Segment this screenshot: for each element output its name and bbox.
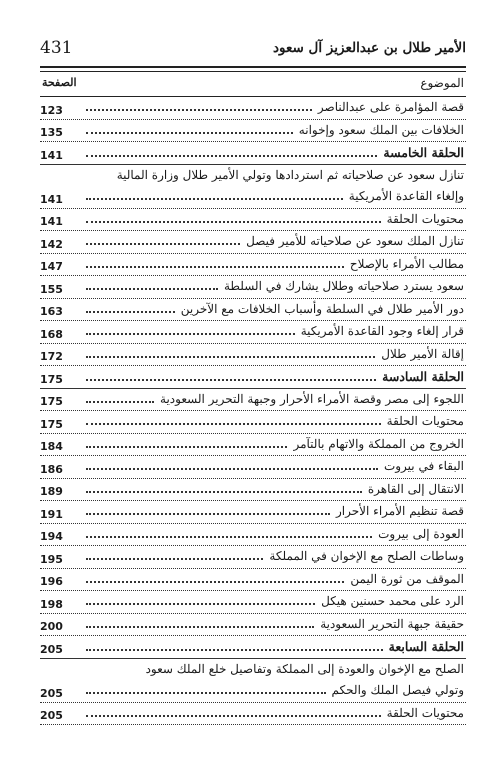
- dot-leader: [86, 715, 381, 717]
- toc-page-number: 184: [40, 440, 63, 453]
- toc-entry-line: [86, 524, 464, 546]
- column-page: الصفحة: [42, 76, 77, 89]
- toc-entry-title: حقيقة جبهة التحرير السعودية: [320, 616, 464, 631]
- toc-entry-text: [86, 501, 466, 523]
- toc-entry-line: [86, 209, 464, 231]
- toc-entry-line: [86, 434, 464, 456]
- toc-entry-title: تنازل الملك سعود عن صلاحياته للأمير فيصل: [246, 234, 464, 248]
- dot-leader: [86, 221, 381, 223]
- dot-leader: [86, 491, 362, 493]
- dot-leader: [86, 356, 375, 358]
- toc-row: [40, 456, 466, 479]
- toc-entry-text: [86, 231, 466, 253]
- toc-entry-title: الحلقة الخامسة: [383, 145, 464, 160]
- dot-leader: [86, 446, 287, 448]
- toc-entry-title: الخروج من المملكة والاتهام بالتآمر: [293, 436, 464, 451]
- toc-page-number: 141: [40, 148, 63, 162]
- toc-entry-line: [86, 254, 464, 276]
- toc-row: [40, 524, 466, 547]
- toc-page-number: 200: [40, 620, 63, 633]
- dot-leader: [86, 243, 240, 245]
- toc-page-number: 168: [40, 327, 63, 341]
- toc-section-row: [40, 636, 466, 659]
- toc-page-number: 175: [40, 372, 63, 386]
- toc-page-number: 155: [40, 282, 63, 296]
- dot-leader: [86, 132, 293, 134]
- toc-entry-title: الخلافات بين الملك سعود وإخوانه: [298, 122, 464, 137]
- toc-page: [40, 36, 466, 725]
- dot-leader: [86, 558, 263, 560]
- toc-entry-line: [86, 411, 464, 433]
- toc-page-number: 189: [40, 485, 63, 498]
- toc-row: [40, 321, 466, 344]
- toc-page-number: 191: [40, 507, 63, 521]
- toc-row: [40, 501, 466, 524]
- toc-entry-text: [86, 165, 466, 208]
- toc-entry-line: [86, 344, 464, 366]
- toc-entry-text: [86, 142, 466, 164]
- dot-leader: [86, 468, 378, 470]
- dot-leader: [86, 626, 314, 628]
- toc-entry-line: [86, 479, 464, 501]
- dot-leader: [86, 603, 315, 605]
- toc-entry-title: مطالب الأمراء بالإصلاح: [349, 256, 464, 271]
- toc-page-number: 123: [40, 103, 63, 117]
- toc-entry-title: البقاء في بيروت: [383, 459, 464, 473]
- toc-entry-title: قرار إلغاء وجود القاعدة الأمريكية: [300, 324, 464, 338]
- toc-entry-title: سعود يسترد صلاحياته وطلال يشارك في السلطة: [223, 279, 464, 293]
- toc-entry-text: [86, 456, 466, 478]
- toc-row: [40, 614, 466, 637]
- toc-entry-line: [86, 659, 464, 681]
- toc-entry-line: [86, 299, 464, 321]
- toc-entry-title: اللجوء إلى مصر وقصة الأمراء الأحرار وجبهة التحرير السعودية: [160, 391, 464, 406]
- toc-entry-line: [86, 321, 464, 343]
- dot-leader: [86, 513, 330, 515]
- toc-entry-line: [86, 501, 464, 523]
- toc-page-number: 205: [40, 642, 63, 656]
- dot-leader: [86, 649, 383, 651]
- toc-entry-title: قصة المؤامرة على عبدالناصر: [317, 100, 464, 114]
- toc-entry-text: [86, 254, 466, 276]
- toc-row: [40, 120, 466, 143]
- toc-page-number: 163: [40, 305, 63, 318]
- toc-entry-line: [86, 456, 464, 478]
- toc-entry-title: وإلغاء القاعدة الأمريكية: [348, 189, 464, 203]
- toc-entry-line: [86, 142, 464, 164]
- toc-row: [40, 389, 466, 412]
- dot-leader: [86, 198, 343, 200]
- dot-leader: [86, 401, 154, 403]
- toc-entry-title: الحلقة السادسة: [382, 369, 464, 384]
- toc-entry-text: [86, 569, 466, 591]
- toc-page-number: 175: [40, 395, 63, 408]
- toc-entry-title: وساطات الصلح مع الإخوان في المملكة: [269, 549, 464, 563]
- toc-entry-text: [86, 636, 466, 658]
- toc-row: [40, 209, 466, 232]
- toc-entry-title: العودة إلى بيروت: [378, 526, 464, 541]
- toc-entry-line: [86, 614, 464, 636]
- toc-entry-line: [86, 186, 464, 208]
- toc-entry-text: [86, 209, 466, 231]
- toc-entry-title: محتويات الحلقة: [386, 211, 464, 226]
- toc-entry-line: [86, 569, 464, 591]
- toc-entry-text: [86, 591, 466, 613]
- toc-row: [40, 479, 466, 502]
- toc-entry-text: [86, 546, 466, 568]
- toc-row: [40, 344, 466, 367]
- toc-row: [40, 97, 466, 120]
- toc-entry-line: [86, 680, 464, 702]
- toc-section-row: [40, 142, 466, 165]
- toc-entry-text: [86, 411, 466, 433]
- toc-page-number: 205: [40, 686, 63, 700]
- toc-entry-title: تنازل سعود عن صلاحياته ثم استردادها وتولي الأمير طلال وزارة المالية: [116, 167, 464, 182]
- toc-page-number: 195: [40, 552, 63, 566]
- toc-entry-title: محتويات الحلقة: [386, 705, 464, 720]
- toc-page-number: 196: [40, 575, 63, 588]
- toc-entry-line: [86, 97, 464, 119]
- dot-leader: [86, 109, 312, 111]
- toc-entry-title: دور الأمير طلال في السلطة وأسباب الخلافات مع الآخرين: [180, 301, 464, 316]
- toc-page-number: 141: [40, 215, 63, 228]
- column-topic: الموضوع: [420, 76, 464, 90]
- toc-row: [40, 434, 466, 457]
- toc-row: [40, 703, 466, 726]
- dot-leader: [86, 536, 372, 538]
- toc-entry-text: [86, 659, 466, 702]
- toc-page-number: 186: [40, 462, 63, 476]
- toc-entry-title: الحلقة السابعة: [388, 639, 464, 654]
- toc-page-number: 205: [40, 709, 63, 722]
- toc-row: [40, 569, 466, 592]
- toc-entry-text: [86, 389, 466, 411]
- toc-entry-text: [86, 614, 466, 636]
- toc-page-number: 198: [40, 597, 63, 611]
- toc-list: [40, 97, 466, 725]
- toc-entry-title: محتويات الحلقة: [386, 414, 464, 428]
- dot-leader: [86, 379, 376, 381]
- toc-entry-text: [86, 703, 466, 725]
- dot-leader: [86, 581, 344, 583]
- table-header: [40, 72, 466, 97]
- toc-entry-line: [86, 165, 464, 187]
- toc-row: [40, 659, 466, 703]
- toc-row: [40, 591, 466, 614]
- toc-entry-line: [86, 276, 464, 298]
- toc-page-number: 172: [40, 350, 63, 363]
- toc-entry-line: [86, 366, 464, 388]
- header-rule: [40, 66, 466, 68]
- toc-entry-title: الرد على محمد حسنين هيكل: [321, 594, 464, 608]
- running-title: الأمير طلال بن عبدالعزيز آل سعود: [273, 40, 466, 56]
- toc-entry-line: [86, 636, 464, 658]
- toc-entry-line: [86, 120, 464, 142]
- toc-page-number: 147: [40, 260, 63, 273]
- toc-row: [40, 546, 466, 569]
- toc-page-number: 194: [40, 530, 63, 543]
- toc-section-row: [40, 366, 466, 389]
- toc-entry-text: [86, 479, 466, 501]
- toc-page-number: 142: [40, 237, 63, 251]
- toc-entry-text: [86, 321, 466, 343]
- toc-entry-line: [86, 231, 464, 253]
- toc-row: [40, 254, 466, 277]
- toc-row: [40, 411, 466, 434]
- toc-row: [40, 231, 466, 254]
- toc-entry-text: [86, 524, 466, 546]
- toc-entry-title: قصة تنظيم الأمراء الأحرار: [336, 504, 464, 518]
- toc-entry-line: [86, 591, 464, 613]
- toc-entry-text: [86, 97, 466, 119]
- page-number: 431: [40, 38, 73, 58]
- toc-entry-title: الانتقال إلى القاهرة: [367, 481, 464, 496]
- dot-leader: [86, 692, 326, 694]
- dot-leader: [86, 155, 377, 157]
- toc-row: [40, 276, 466, 299]
- toc-entry-text: [86, 344, 466, 366]
- toc-page-number: 135: [40, 126, 63, 139]
- toc-entry-text: [86, 434, 466, 456]
- toc-entry-text: [86, 276, 466, 298]
- toc-entry-line: [86, 389, 464, 411]
- dot-leader: [86, 288, 218, 290]
- toc-entry-title: الصلح مع الإخوان والعودة إلى المملكة وتفاصيل خلع الملك سعود: [145, 661, 464, 676]
- toc-page-number: 141: [40, 192, 63, 206]
- toc-row: [40, 299, 466, 322]
- toc-entry-line: [86, 703, 464, 725]
- running-header: [40, 36, 466, 62]
- toc-entry-title: وتولي فيصل الملك والحكم: [331, 683, 464, 697]
- dot-leader: [86, 333, 295, 335]
- dot-leader: [86, 311, 175, 313]
- toc-entry-line: [86, 546, 464, 568]
- toc-entry-text: [86, 299, 466, 321]
- toc-entry-text: [86, 120, 466, 142]
- toc-entry-text: [86, 366, 466, 388]
- dot-leader: [86, 266, 344, 268]
- toc-page-number: 175: [40, 417, 63, 431]
- toc-entry-title: الموقف من ثورة اليمن: [350, 571, 464, 586]
- dot-leader: [86, 423, 381, 425]
- toc-row: [40, 165, 466, 209]
- toc-entry-title: إقالة الأمير طلال: [381, 346, 464, 361]
